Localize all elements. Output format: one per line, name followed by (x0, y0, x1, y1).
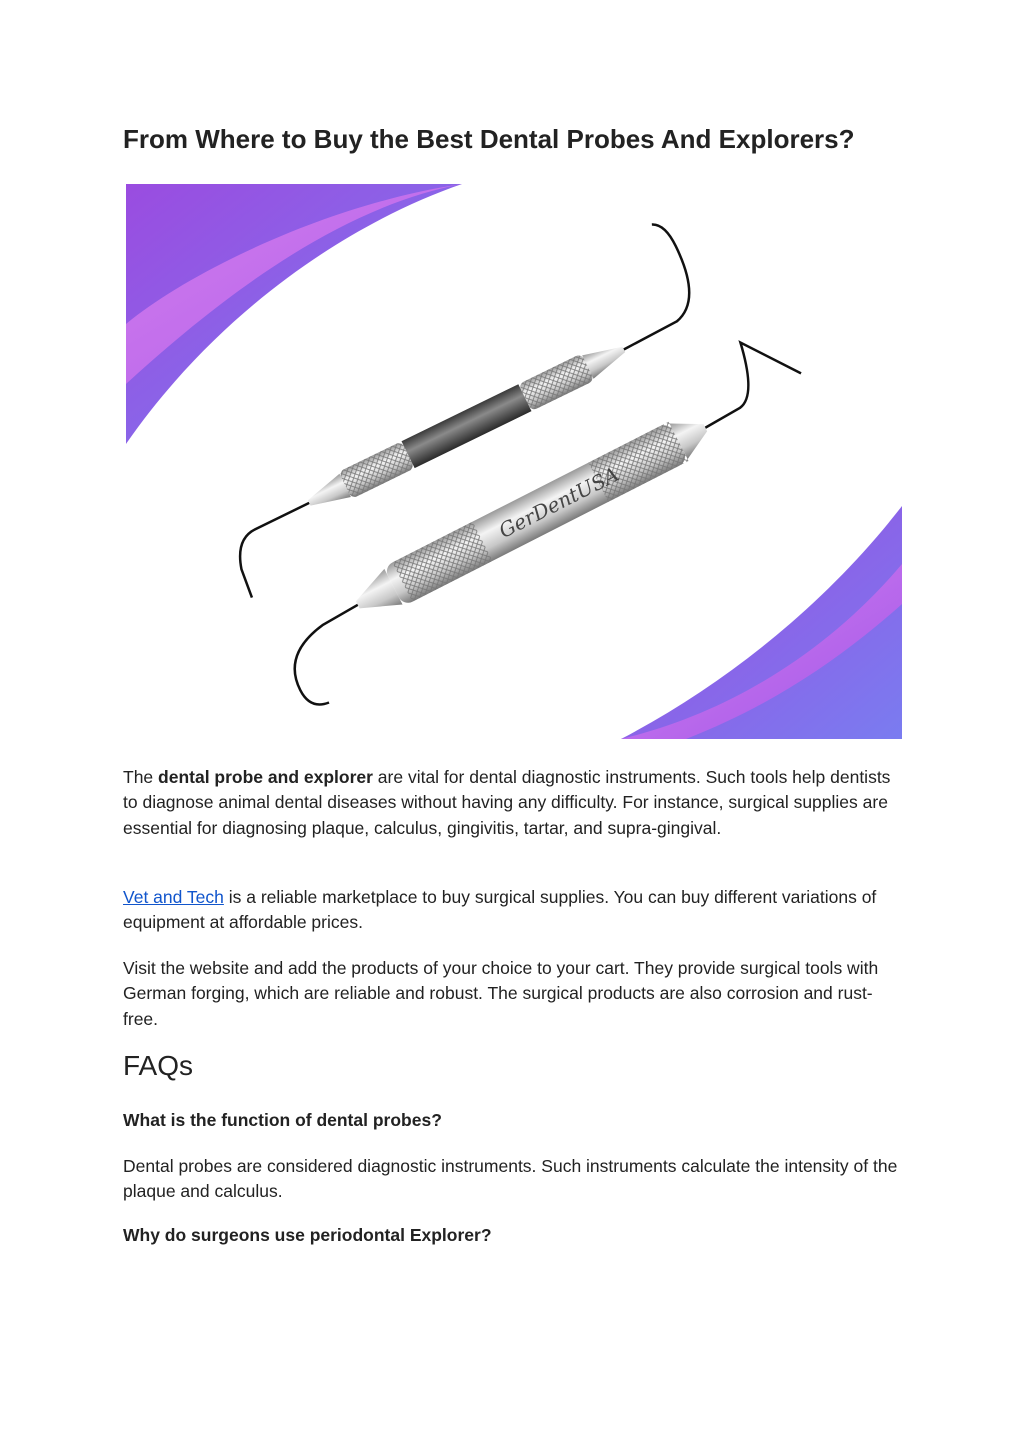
product-image (126, 184, 902, 739)
faqs-heading: FAQs (123, 1050, 194, 1081)
page-title: From Where to Buy the Best Dental Probes And Explorers? (123, 124, 855, 154)
faq-question: What is the function of dental probes? (123, 1110, 442, 1130)
background-swoosh-bottom (621, 506, 902, 739)
faq-question: Why do surgeons use periodontal Explorer? (123, 1225, 492, 1245)
vet-and-tech-link[interactable]: Vet and Tech (123, 887, 224, 907)
visit-paragraph: Visit the website and add the products of your choice to your cart. They provide surgical tools with German forging, which are reliable and robust. The surgical products are also corrosion and rust-free. (123, 958, 879, 1029)
background-swoosh-top (126, 184, 462, 444)
intro-prefix: The (123, 767, 159, 787)
marketplace-text: is a reliable marketplace to buy surgical supplies. You can buy different variations of equipment at affordable prices. (123, 887, 877, 933)
intro-text: are vital for dental diagnostic instruments. Such tools help dentists to diagnose animal dental diseases without having any difficulty. For instance, surgical supplies are essential for diagnosing plaque, calculus, gingivitis, tartar, and supra-gingival. (123, 767, 891, 838)
faq-answer: Dental probes are considered diagnostic instruments. Such instruments calculate the intensity of the plaque and calculus. (123, 1156, 898, 1202)
marketplace-paragraph (123, 885, 903, 936)
intro-paragraph (123, 765, 903, 841)
intro-bold-term: dental probe and explorer (158, 767, 373, 787)
brand-logo: GerDentUSA (494, 461, 623, 543)
